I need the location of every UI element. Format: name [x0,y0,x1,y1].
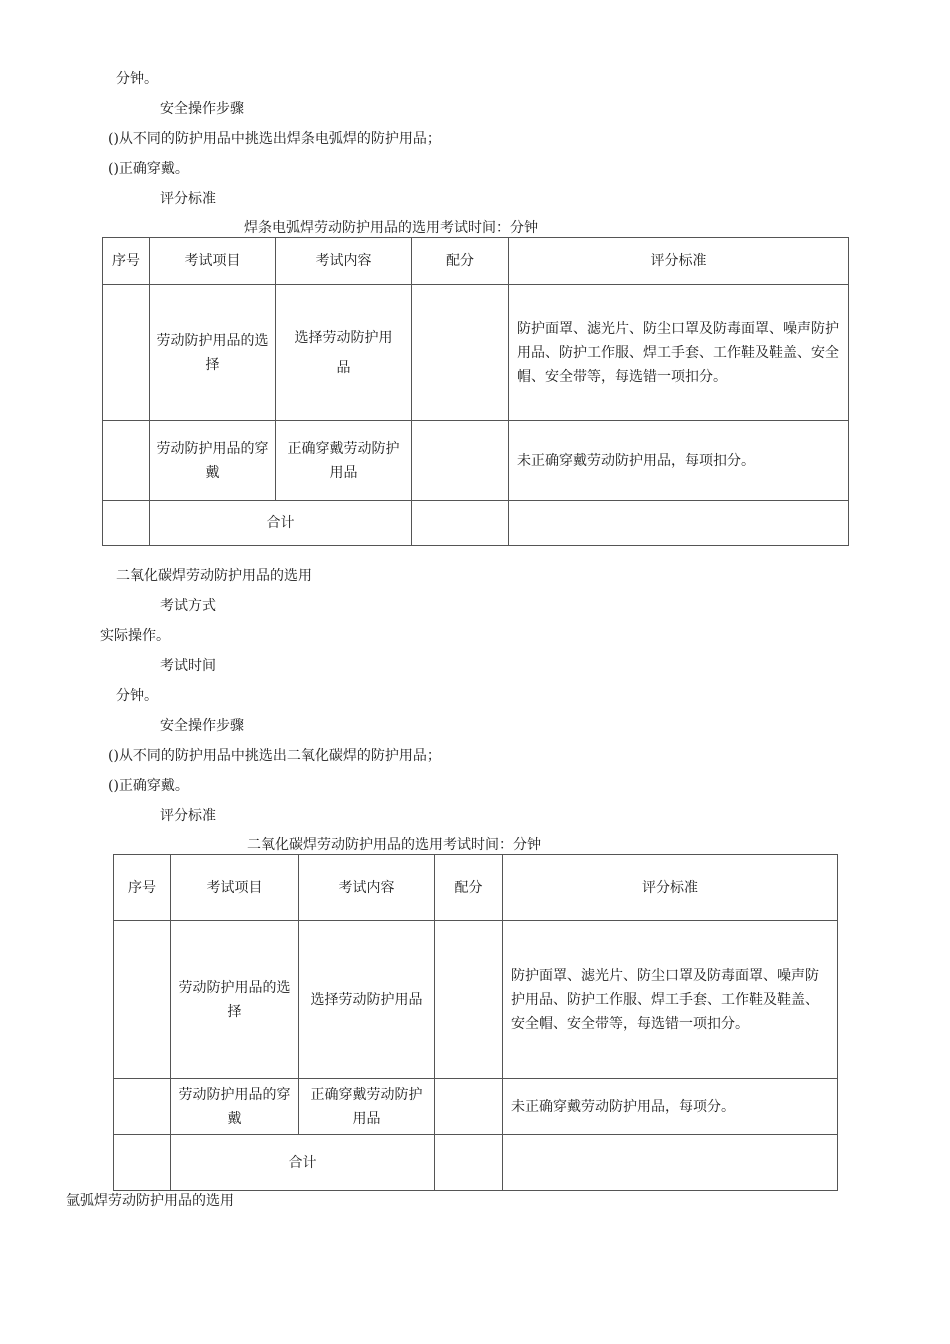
table-header-row [114,855,838,921]
method-text: 实际操作。 [100,628,170,644]
cell-criteria: 防护面罩、滤光片、防尘口罩及防毒面罩、噪声防护用品、防护工作服、焊工手套、工作鞋及鞋盖、安全帽、安全带等，每选错一项扣分。 [503,921,838,1079]
cell-no [114,921,171,1079]
total-label: 合计 [171,1135,435,1191]
header-no: 序号 [114,855,171,921]
step-1: ()从不同的防护用品中挑选出二氧化碳焊的防护用品； [108,748,441,764]
section-title: 二氧化碳焊劳动防护用品的选用 [116,568,312,584]
header-item: 考试项目 [150,238,276,285]
cell-item: 劳动防护用品的穿戴 [171,1079,299,1135]
table-row [103,285,849,421]
cell-no [103,285,150,421]
header-criteria: 评分标准 [503,855,838,921]
scoring-heading: 评分标准 [160,191,216,207]
cell-no [103,421,150,501]
header-content: 考试内容 [299,855,435,921]
header-score: 配分 [412,238,509,285]
scoring-heading: 评分标准 [160,808,216,824]
time-line: 分钟。 [116,688,158,704]
step-2: ()正确穿戴。 [108,161,189,177]
cell-no [114,1079,171,1135]
cell-item: 劳动防护用品的选择 [171,921,299,1079]
table-row [103,421,849,501]
header-criteria: 评分标准 [509,238,849,285]
header-item: 考试项目 [171,855,299,921]
steps-heading: 安全操作步骤 [160,101,244,117]
step-2: ()正确穿戴。 [108,778,189,794]
section-title: 氩弧焊劳动防护用品的选用 [66,1193,234,1209]
cell-criteria: 防护面罩、滤光片、防尘口罩及防毒面罩、噪声防护用品、防护工作服、焊工手套、工作鞋及鞋盖、安全帽、安全带等，每选错一项扣分。 [509,285,849,421]
cell-content: 选择劳动防护用品 [299,921,435,1079]
cell-score [412,285,509,421]
table-row [114,921,838,1079]
table-row [114,1079,838,1135]
cell-content: 正确穿戴劳动防护用品 [299,1079,435,1135]
steps-heading: 安全操作步骤 [160,718,244,734]
step-1: ()从不同的防护用品中挑选出焊条电弧焊的防护用品； [108,131,441,147]
scoring-table [113,854,838,1191]
cell-score [435,1079,503,1135]
header-score: 配分 [435,855,503,921]
scoring-table [102,237,849,546]
cell-criteria: 未正确穿戴劳动防护用品，每项分。 [503,1079,838,1135]
table-caption: 焊条电弧焊劳动防护用品的选用考试时间：分钟 [244,220,538,236]
table-total-row [103,501,849,546]
table-caption: 二氧化碳焊劳动防护用品的选用考试时间：分钟 [247,837,541,853]
cell-content: 正确穿戴劳动防护用品 [276,421,412,501]
cell-criteria: 未正确穿戴劳动防护用品，每项扣分。 [509,421,849,501]
cell-score [412,421,509,501]
method-heading: 考试方式 [160,598,216,614]
cell-item: 劳动防护用品的穿戴 [150,421,276,501]
total-label: 合计 [150,501,412,546]
cell-content: 选择劳动防护用品 [276,285,412,421]
cell-score [435,921,503,1079]
cell-item: 劳动防护用品的选择 [150,285,276,421]
time-heading: 考试时间 [160,658,216,674]
table-header-row [103,238,849,285]
header-no: 序号 [103,238,150,285]
table-total-row [114,1135,838,1191]
time-line: 分钟。 [116,71,158,87]
header-content: 考试内容 [276,238,412,285]
